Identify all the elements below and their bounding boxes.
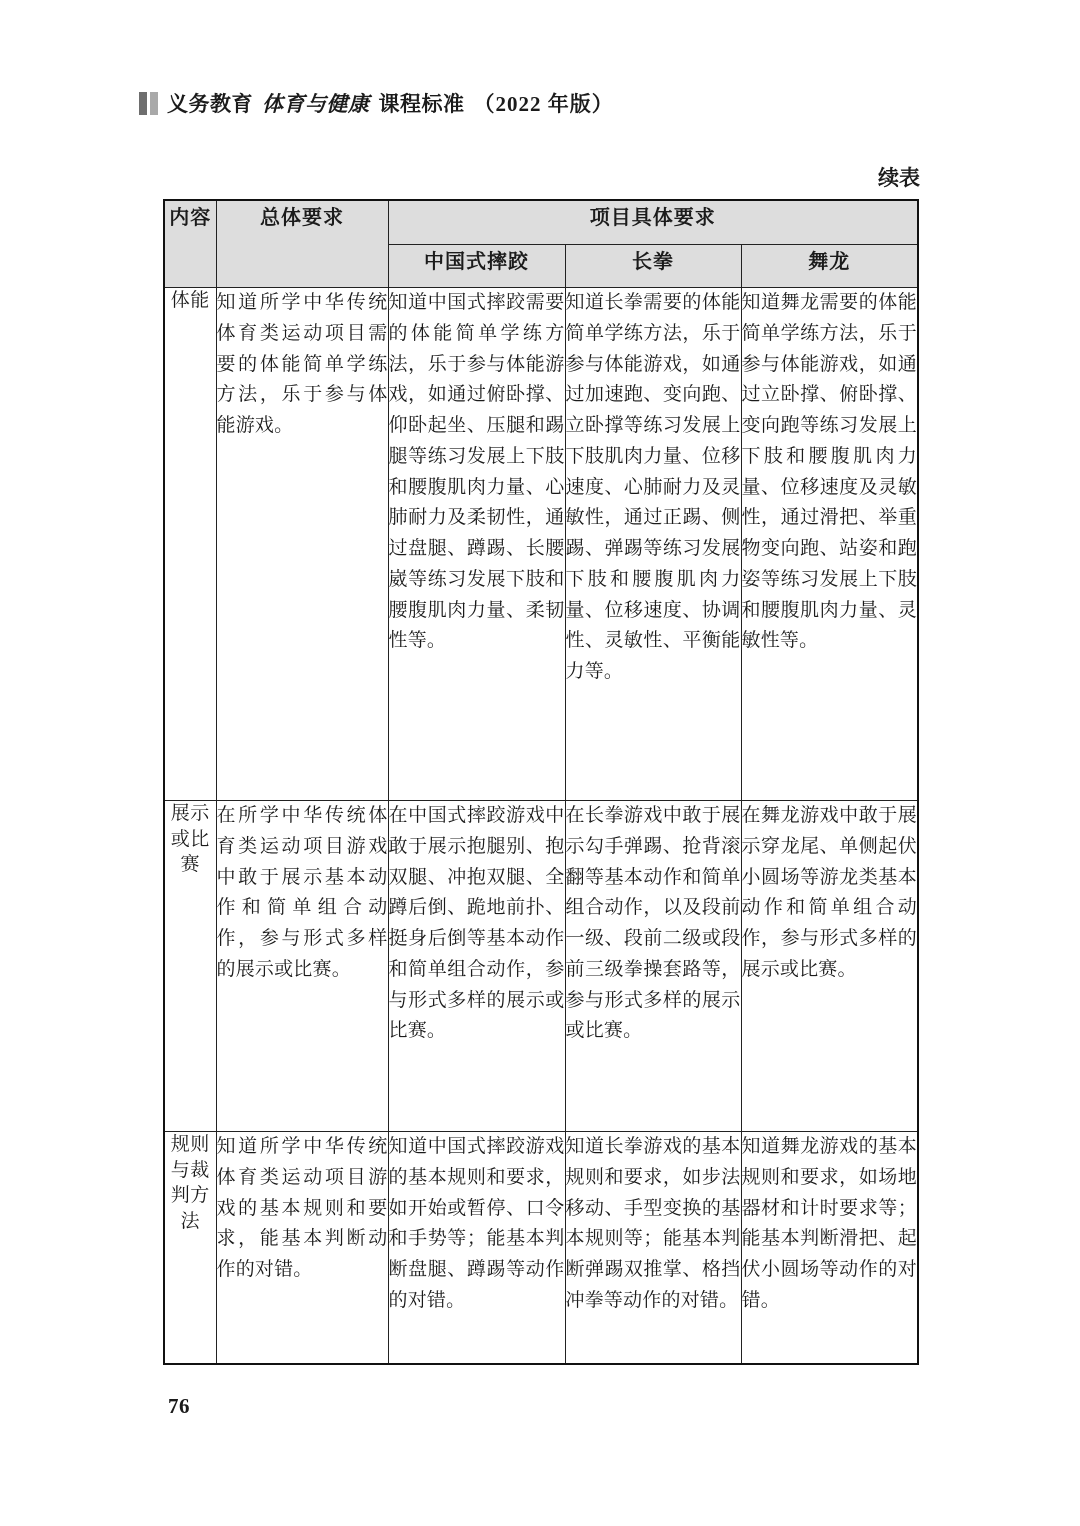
- header-bar-mark-icon: [139, 92, 158, 115]
- cell-fitness-wulong: 知道舞龙需要的体能简单学练方法，乐于参与体能游戏，如通过立卧撑、俯卧撑、变向跑等练习发展上下肢和腰腹肌肉力量、位移速度及灵敏性，通过滑把、举重物变向跑、站姿和跑姿等练习发展上下肢和腰腹肌肉力量、灵敏性等。: [741, 288, 918, 801]
- header-subject-title: 体育与健康: [262, 92, 370, 116]
- cell-display-changquan: 在长拳游戏中敢于展示勾手弹踢、抢背滚翻等基本动作和简单组合动作，以及段前一级、段前二级或段前三级拳操套路等，参与形式多样的展示或比赛。: [565, 801, 741, 1132]
- page-number: 76: [168, 1394, 190, 1418]
- row-label-fitness: 体能: [164, 288, 216, 801]
- continued-table-label: 续表: [878, 166, 920, 190]
- header-series-title: 义务教育: [167, 92, 253, 116]
- table-row: [164, 1132, 918, 1365]
- cell-fitness-shuaijiao: 知道中国式摔跤需要的体能简单学练方法，乐于参与体能游戏，如通过俯卧撑、仰卧起坐、压腿和踢腿等练习发展上下肢和腰腹肌肉力量、心肺耐力及柔韧性，通过盘腿、蹲踢、长腰崴等练习发展下肢和腰腹肌肉力量、柔韧性等。: [388, 288, 565, 801]
- cell-fitness-changquan: 知道长拳需要的体能简单学练方法，乐于参与体能游戏，如通过加速跑、变向跑、立卧撑等练习发展上下肢肌肉力量、位移速度、心肺耐力及灵敏性，通过正踢、侧踢、弹踢等练习发展下肢和腰腹肌肉力量、位移速度、协调性、灵敏性、平衡能力等。: [565, 288, 741, 801]
- standards-table: [163, 199, 919, 1365]
- cell-display-overall: 在所学中华传统体育类运动项目游戏中敢于展示基本动作和简单组合动作，参与形式多样的展示或比赛。: [216, 801, 388, 1132]
- header-standard-title: 课程标准: [378, 92, 465, 116]
- cell-rules-shuaijiao: 知道中国式摔跤游戏的基本规则和要求，如开始或暂停、口令和手势等；能基本判断盘腿、蹲踢等动作的对错。: [388, 1132, 565, 1365]
- header-cell-specific-requirements-group: 项目具体要求: [388, 200, 918, 244]
- header-cell-wulong: 舞龙: [741, 244, 918, 288]
- table-body: [164, 288, 918, 1365]
- header-edition-year: （2022 年版）: [473, 92, 614, 116]
- row-label-display-or-competition: 展示或比赛: [164, 801, 216, 1132]
- header-cell-shuaijiao: 中国式摔跤: [388, 244, 565, 288]
- header-cell-content: 内容: [164, 200, 216, 288]
- table-row: [164, 288, 918, 801]
- cell-rules-wulong: 知道舞龙游戏的基本规则和要求，如场地器材和计时要求等；能基本判断滑把、起伏小圆场等动作的对错。: [741, 1132, 918, 1365]
- table-header-row-primary: [164, 200, 918, 244]
- cell-fitness-overall: 知道所学中华传统体育类运动项目需要的体能简单学练方法，乐于参与体能游戏。: [216, 288, 388, 801]
- cell-display-wulong: 在舞龙游戏中敢于展示穿龙尾、单侧起伏小圆场等游龙类基本动作和简单组合动作，参与形式多样的展示或比赛。: [741, 801, 918, 1132]
- header-cell-overall-requirement: 总体要求: [216, 200, 388, 288]
- running-header: [139, 88, 614, 118]
- header-cell-changquan: 长拳: [565, 244, 741, 288]
- cell-rules-changquan: 知道长拳游戏的基本规则和要求，如步法移动、手型变换的基本规则等；能基本判断弹踢双推掌、格挡冲拳等动作的对错。: [565, 1132, 741, 1365]
- table-row: [164, 801, 918, 1132]
- standards-table-container: [163, 199, 917, 1365]
- row-label-rules-and-refereeing: 规则与裁判方法: [164, 1132, 216, 1365]
- cell-display-shuaijiao: 在中国式摔跤游戏中敢于展示抱腿别、抱双腿、冲抱双腿、全蹲后倒、跪地前扑、挺身后倒等基本动作和简单组合动作，参与形式多样的展示或比赛。: [388, 801, 565, 1132]
- cell-rules-overall: 知道所学中华传统体育类运动项目游戏的基本规则和要求，能基本判断动作的对错。: [216, 1132, 388, 1365]
- table-header: [164, 200, 918, 288]
